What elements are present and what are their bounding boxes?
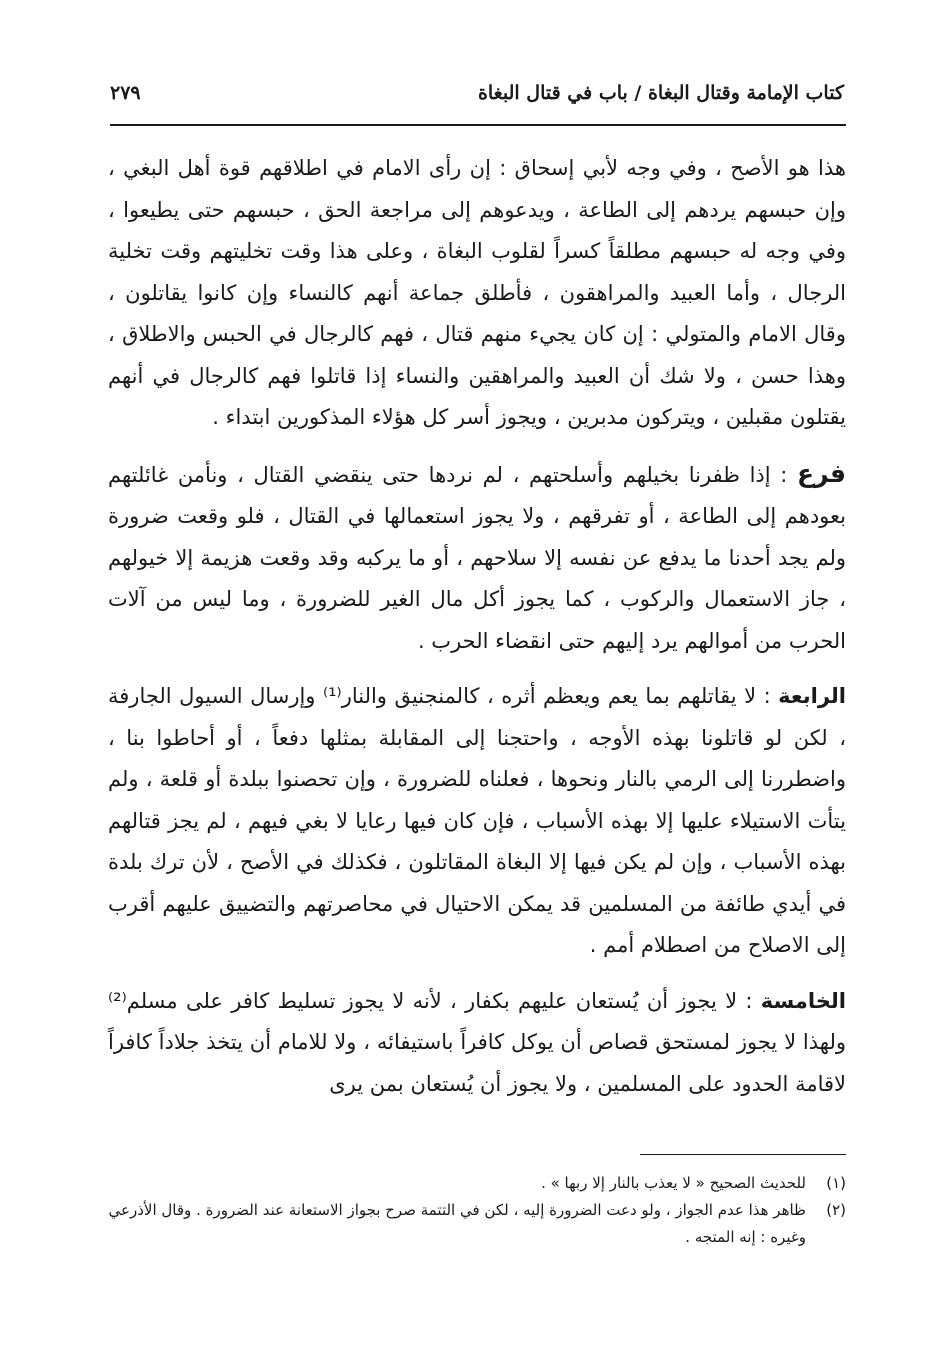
paragraph-1 bbox=[108, 148, 846, 439]
running-header bbox=[110, 80, 844, 120]
footnote-text: للحديث الصحيح « لا يعذب بالنار إلا ربها » . bbox=[541, 1174, 806, 1192]
footnote-divider bbox=[640, 1154, 846, 1155]
paragraph-fourth bbox=[108, 676, 846, 967]
header-divider bbox=[110, 124, 846, 126]
paragraph-fifth bbox=[108, 981, 846, 1106]
header-title: كتاب الإمامة وقتال البغاة / باب في قتال البغاة bbox=[477, 82, 844, 104]
paragraph-text: : إذا ظفرنا بخيلهم وأسلحتهم ، لم نردها حتى ينقضي القتال ، ونأمن غائلتهم بعودهم إلى الطاعة ، أو تفرقهم ، ولا يجوز استعمالها في القتال ، فلو وقعت ضرورة ولم يجد أحدنا ما يدفع عن نفسه إلا سلاحهم ، أو ما يركبه وقد وقعت هزيمة إلا خيولهم ، جاز الاستعمال والركوب ، كما يجوز أكل مال الغير للضرورة ، وما ليس من آلات الحرب من أموالهم يرد إليهم حتى انقضاء الحرب . bbox=[108, 462, 846, 653]
footnote-number: (١) bbox=[826, 1174, 846, 1192]
paragraph-text: : لا يقاتلهم بما يعم ويعظم أثره ، كالمنجنيق والنار⁽¹⁾ وإرسال السيول الجارفة ، لكن لو قاتلونا بهذه الأوجه ، واحتجنا إلى المقابلة بمثلها دفعاً ، أو أحاطوا بنا ، واضطررنا إلى الرمي بالنار ونحوها ، فعلناه للضرورة ، وإن تحصنوا ببلدة أو قلعة ، ولم يتأت الاستيلاء عليها إلا بهذه الأسباب ، فإن كان فيها رعايا لا بغي فيهم ، لم يجز قتالهم بهذه الأسباب ، وإن لم يكن فيها إلا البغاة المقاتلون ، فكذلك في الأصح ، لأن ترك بلدة في أيدي طائفة من المسلمين قد يمكن الاحتيال في محاصرتهم والتضييق عليهم أقرب إلى الاصلاح من اصطلام أمم . bbox=[108, 684, 846, 957]
footnote-number: (٢) bbox=[826, 1201, 846, 1219]
footnotes bbox=[108, 1170, 846, 1251]
footnote-2 bbox=[108, 1197, 846, 1251]
paragraph-lead: فرع bbox=[797, 458, 846, 488]
paragraph-branch bbox=[108, 453, 846, 663]
paragraph-lead: الرابعة bbox=[778, 684, 846, 708]
footnote-1 bbox=[108, 1170, 846, 1197]
page-number: ٢٧٩ bbox=[110, 82, 141, 104]
main-text bbox=[108, 148, 846, 1119]
paragraph-text: هذا هو الأصح ، وفي وجه لأبي إسحاق : إن رأى الامام في اطلاقهم قوة أهل البغي ، وإن حبسهم يردهم إلى الطاعة ، ويدعوهم إلى مراجعة الحق ، حبسهم حتى يطيعوا ، وفي وجه له حبسهم مطلقاً كسراً لقلوب البغاة ، وعلى هذا وقت تخليتهم وقت تخلية الرجال ، وأما العبيد والمراهقون ، فأطلق جماعة أنهم كالنساء وإن كانوا يقاتلون ، وقال الامام والمتولي : إن كان يجيء منهم قتال ، فهم كالرجال في الحبس والاطلاق ، وهذا حسن ، ولا شك أن العبيد والمراهقين والنساء إذا قاتلوا فهم كالرجال في أنهم يقتلون مقبلين ، ويتركون مدبرين ، ويجوز أسر كل هؤلاء المذكورين ابتداء . bbox=[108, 156, 846, 429]
paragraph-text: : لا يجوز أن يُستعان عليهم بكفار ، لأنه لا يجوز تسليط كافر على مسلم⁽²⁾ ولهذا لا يجوز لمستحق قصاص أن يوكل كافراً باستيفائه ، ولا للامام أن يتخذ جلاداً كافراً لاقامة الحدود على المسلمين ، ولا يجوز أن يُستعان بمن يرى bbox=[108, 988, 846, 1096]
footnote-text: ظاهر هذا عدم الجواز ، ولو دعت الضرورة إليه ، لكن في التتمة صرح بجواز الاستعانة عند الضرورة . وقال الأذرعي وغيره : إنه المتجه . bbox=[108, 1201, 806, 1246]
paragraph-lead: الخامسة bbox=[760, 988, 846, 1013]
